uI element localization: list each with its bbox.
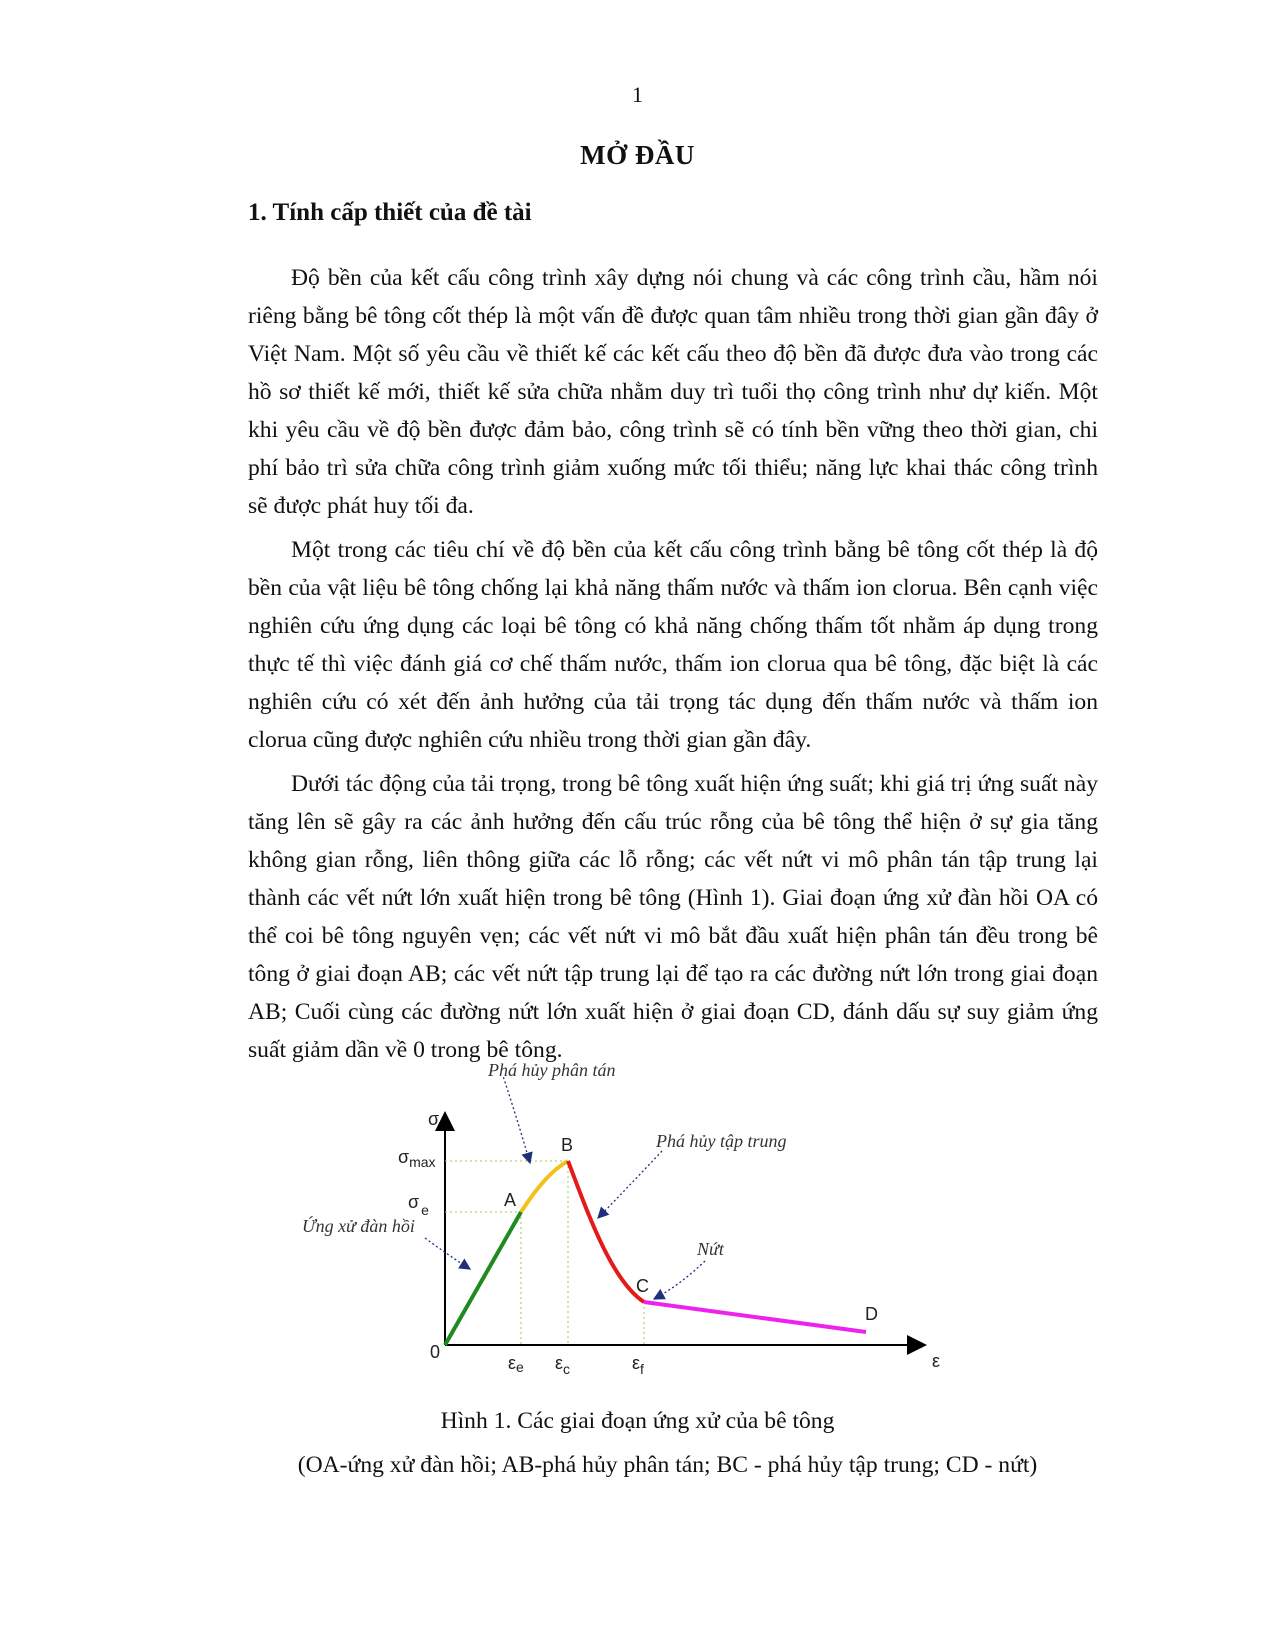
x-tick-epsilon-f: $\varepsilon_f$	[632, 1353, 644, 1375]
segment-bc	[568, 1161, 644, 1302]
stress-strain-figure	[280, 1075, 980, 1375]
page-title: MỞ ĐẦU	[580, 140, 695, 170]
y-axis-label: σ	[428, 1109, 440, 1129]
origin-label: 0	[430, 1342, 441, 1362]
paragraph-1: Độ bền của kết cấu công trình xây dựng nói chung và các công trình cầu, hầm nói riêng bằng bê tông cốt thép là một vấn đề được quan tâm nhiều trong thời gian gần đây ở Việt Nam. Một số yêu cầu về thiết kế các kết cấu theo độ bền đã được đưa vào trong các hồ sơ thiết kế mới, thiết kế sửa chữa nhằm duy trì tuổi thọ công trình như dự kiến. Một khi yêu cầu về độ bền được đảm bảo, công trình sẽ có tính bền vững theo thời gian, chi phí bảo trì sửa chữa công trình giảm xuống mức tối thiểu; năng lực khai thác công trình sẽ được phát huy tối đa.	[248, 265, 1098, 519]
guide-lines	[445, 1161, 644, 1345]
point-a-label: A	[504, 1190, 517, 1210]
point-b-label: B	[561, 1135, 574, 1155]
annotation-arrows	[425, 1075, 705, 1299]
point-c-label: C	[636, 1276, 649, 1296]
x-tick-epsilon-e: εe	[508, 1353, 524, 1375]
annotation-cracking: Nứt	[697, 1239, 724, 1259]
point-d-label: D	[865, 1304, 878, 1324]
segment-cd	[644, 1302, 866, 1332]
y-tick-sigma-e: σ $_e$	[408, 1192, 429, 1218]
segment-ab	[521, 1161, 568, 1212]
page-number: 1	[632, 82, 643, 107]
figure-caption-note: (OA-ứng xử đàn hồi; AB-phá hủy phân tán; BC - phá hủy tập trung; CD - nứt)	[297, 1452, 1038, 1478]
paragraph-2: Một trong các tiêu chí về độ bền của kết cấu công trình bằng bê tông cốt thép là độ bền của vật liệu bê tông chống lại khả năng thấm nước và thấm ion clorua. Bên cạnh việc nghiên cứu ứng dụng các loại bê tông có khả năng chống thấm tốt nhằm áp dụng trong thực tế thì việc đánh giá cơ chế thấm nước, thấm ion clorua qua bê tông, đặc biệt là các nghiên cứu có xét đến ảnh hưởng của tải trọng tác dụng đến thấm nước và thấm ion clorua cũng được nghiên cứu nhiều trong thời gian gần đây.	[248, 537, 1098, 753]
annotation-elastic: Ứng xử đàn hồi	[302, 1216, 415, 1236]
figure-caption: Hình 1. Các giai đoạn ứng xử của bê tông	[440, 1408, 835, 1434]
paragraph-3: Dưới tác động của tải trọng, trong bê tông xuất hiện ứng suất; khi giá trị ứng suất này tăng lên sẽ gây ra các ảnh hưởng đến cấu trúc rỗng của bê tông thể hiện ở sự gia tăng không gian rỗng, liên thông giữa các lỗ rỗng; các vết nứt vi mô phân tán tập trung lại thành các vết nứt lớn xuất hiện trong bê tông (Hình 1). Giai đoạn ứng xử đàn hồi OA có thể coi bê tông nguyên vẹn; các vết nứt vi mô bắt đầu xuất hiện phân tán đều trong bê tông ở giai đoạn AB; các vết nứt tập trung lại để tạo ra các đường nứt lớn trong giai đoạn AB; Cuối cùng các đường nứt lớn xuất hiện ở giai đoạn CD, đánh dấu sự suy giảm ứng suất giảm dần về 0 trong bê tông.	[248, 771, 1098, 1063]
stress-strain-diagram	[280, 1075, 980, 1375]
annotation-distributed: Phá hủy phân tán	[488, 1060, 616, 1080]
y-tick-sigma-max: $\sigma_{max}$	[398, 1147, 436, 1170]
segment-oa	[445, 1212, 521, 1345]
x-tick-epsilon-c: $\varepsilon_c$	[555, 1353, 571, 1375]
annotation-localized: Phá hủy tập trung	[656, 1131, 787, 1151]
body-text	[248, 259, 1098, 1075]
x-axis-label: ε	[932, 1351, 941, 1371]
section-heading: 1. Tính cấp thiết của đề tài	[248, 199, 532, 226]
